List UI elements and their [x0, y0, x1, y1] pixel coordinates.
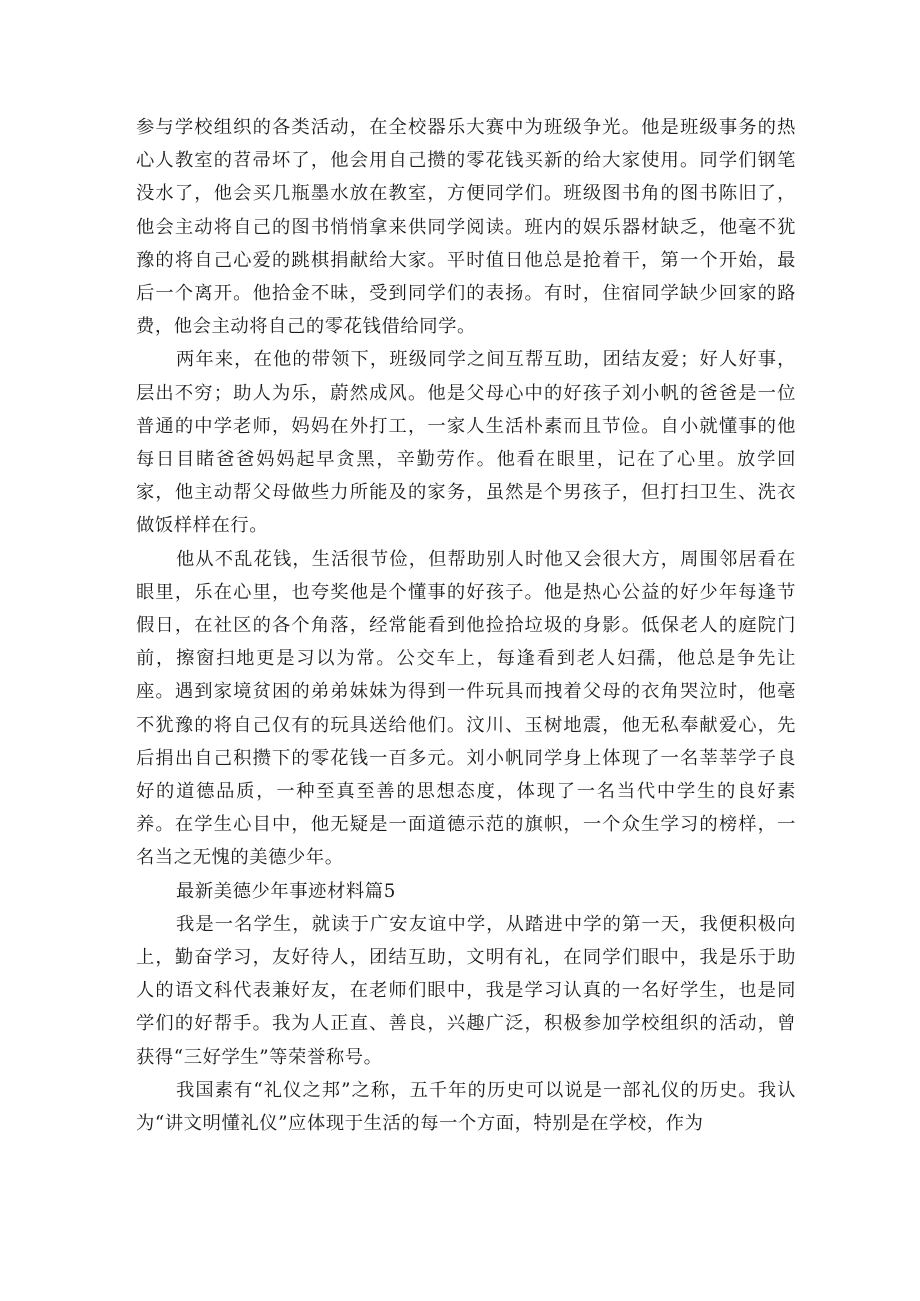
section-heading: 最新美德少年事迹材料篇5	[176, 880, 396, 902]
document-page	[136, 111, 796, 1140]
paragraph-3: 他从不乱花钱，生活很节俭，但帮助别人时他又会很大方，周围邻居看在眼里，乐在心里，也夸奖他是个懂事的好孩子。他是热心公益的好少年每逢节假日，在社区的各个角落，经常能看到他捡拾垃圾的身影。低保老人的庭院门前，擦窗扫地更是习以为常。公交车上，每逢看到老人妇孺，他总是争先让座。遇到家境贫困的弟弟妹妹为得到一件玩具而拽着父母的衣角哭泣时，他毫不犹豫的将自己仅有的玩具送给他们。汶川、玉树地震，他无私奉献爱心，先后捐出自己积攒下的零花钱一百多元。刘小帆同学身上体现了一名莘莘学子良好的道德品质，一种至真至善的思想态度，体现了一名当代中学生的良好素养。在学生心目中，他无疑是一面道德示范的旗帜，一个众生学习的榜样，一名当之无愧的美德少年。	[136, 548, 796, 869]
paragraph-2: 两年来，在他的带领下，班级同学之间互帮互助，团结友爱；好人好事，层出不穷；助人为乐，蔚然成风。他是父母心中的好孩子刘小帆的爸爸是一位普通的中学老师，妈妈在外打工，一家人生活朴素而且节俭。自小就懂事的他每日目睹爸爸妈妈起早贪黑，辛勤劳作。他看在眼里，记在了心里。放学回家，他主动帮父母做些力所能及的家务，虽然是个男孩子，但打扫卫生、洗衣做饭样样在行。	[136, 349, 796, 537]
paragraph-4: 我是一名学生，就读于广安友谊中学，从踏进中学的第一天，我便积极向上，勤奋学习，友好待人，团结互助，文明有礼，在同学们眼中，我是乐于助人的语文科代表兼好友，在老师们眼中，我是学习认真的一名好学生，也是同学们的好帮手。我为人正直、善良，兴趣广泛，积极参加学校组织的活动，曾获得“三好学生”等荣誉称号。	[136, 913, 796, 1068]
paragraph-1: 参与学校组织的各类活动，在全校器乐大赛中为班级争光。他是班级事务的热心人教室的苕帚坏了，他会用自己攒的零花钱买新的给大家使用。同学们钢笔没水了，他会买几瓶墨水放在教室，方便同学们。班级图书角的图书陈旧了，他会主动将自己的图书悄悄拿来供同学阅读。班内的娱乐器材缺乏，他毫不犹豫的将自己心爱的跳棋捐献给大家。平时值日他总是抢着干，第一个开始，最后一个离开。他拾金不昧，受到同学们的表扬。有时，住宿同学缺少回家的路费，他会主动将自己的零花钱借给同学。	[136, 117, 796, 338]
paragraph-5: 我国素有“礼仪之邦”之称，五千年的历史可以说是一部礼仪的历史。我认为“讲文明懂礼仪”应体现于生活的每一个方面，特别是在学校，作为	[136, 1079, 796, 1135]
